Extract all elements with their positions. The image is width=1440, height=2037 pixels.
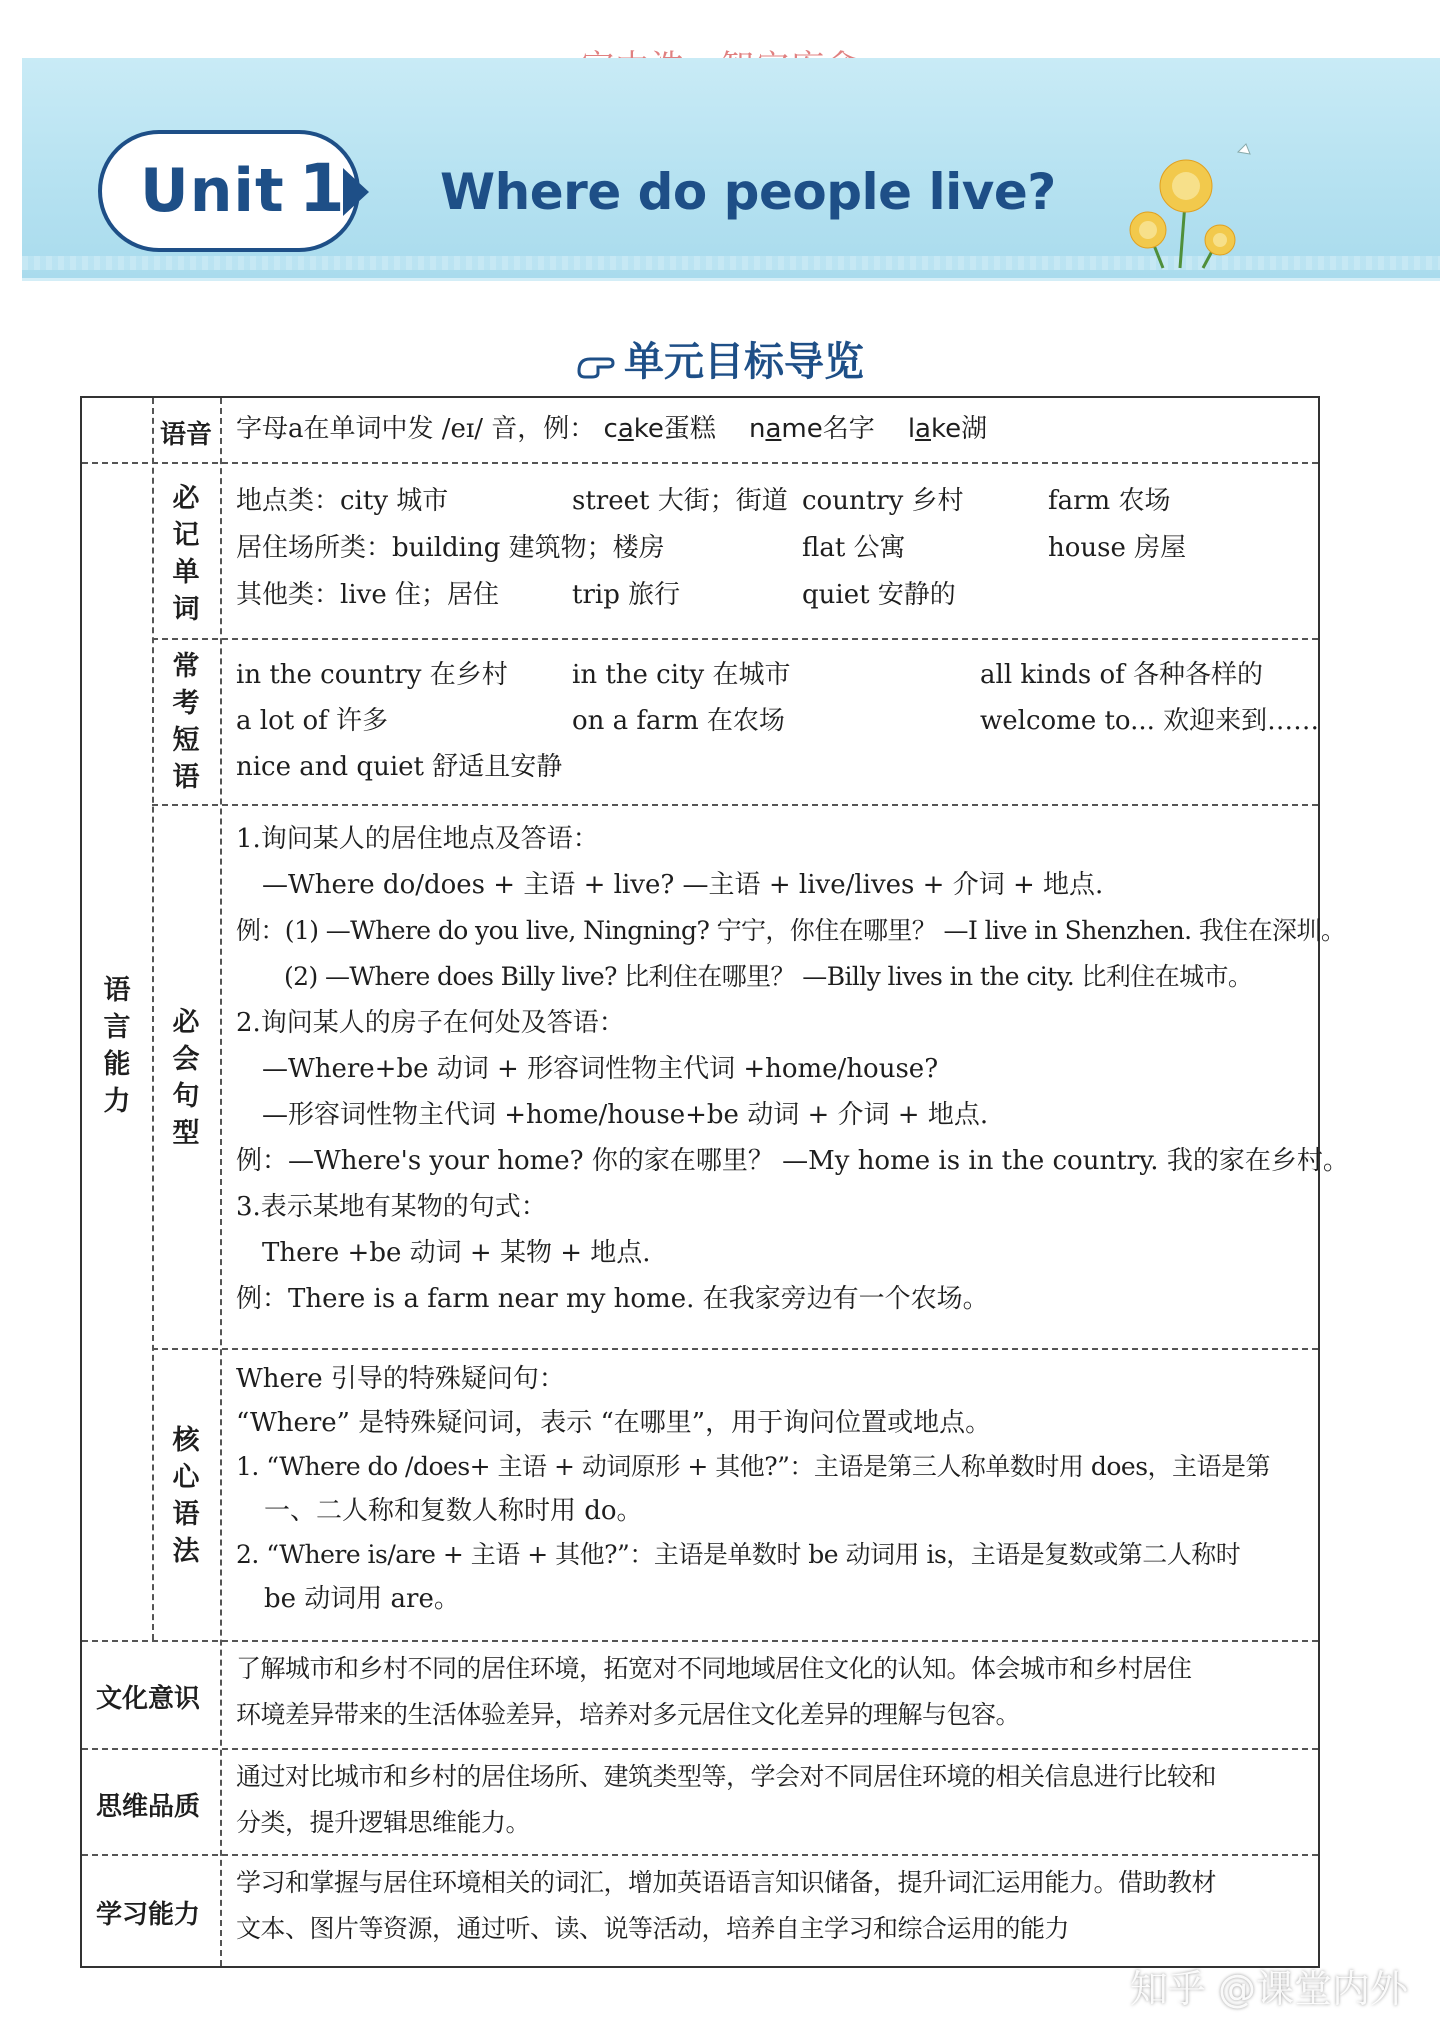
grammar-line: be 动词用 are。: [264, 1584, 460, 1614]
word-item: house 房屋: [1048, 533, 1187, 563]
culture-line: 环境差异带来的生活体验差异，培养对多元居住文化差异的理解与包容。: [236, 1700, 1021, 1729]
unit-label: [140, 150, 346, 227]
label-sentences: 必会句型: [172, 1007, 200, 1149]
culture-line: 了解城市和乡村不同的居住环境，拓宽对不同地域居住文化的认知。体会城市和乡村居住: [236, 1654, 1192, 1683]
divider: [82, 1854, 1318, 1856]
pronunciation-content: [236, 414, 987, 445]
word-item: street 大街；街道: [572, 486, 788, 516]
divider: [152, 1348, 1318, 1350]
section-title: [0, 330, 1440, 387]
sentence-line: (2) —Where does Billy live? 比利住在哪里？ —Billy lives in the city. 比利住在城市。: [284, 962, 1253, 991]
phrase-item: in the city 在城市: [572, 660, 791, 690]
sentence-line: 例：There is a farm near my home. 在我家旁边有一个农场。: [236, 1284, 989, 1314]
example-word: name: [748, 414, 823, 444]
example-meaning: 名字: [822, 414, 875, 444]
watermark-bottom: 知乎 @课堂内外: [1129, 1967, 1408, 2011]
sentence-line: 1.询问某人的居住地点及答语：: [236, 824, 599, 854]
label-words: 必记单词: [172, 483, 200, 625]
word-item: 居住场所类：building 建筑物；楼房: [236, 533, 665, 563]
pronunciation-prefix: 字母a在单词中发 /eɪ/ 音，例：: [236, 414, 596, 444]
section-title-text: 单元目标导览: [624, 339, 864, 385]
sentence-line: 例：—Where's your home? 你的家在哪里？ —My home is in the country. 我的家在乡村。: [236, 1146, 1349, 1176]
label-phrases: 常考短语: [172, 651, 200, 793]
example-meaning: 湖: [961, 414, 988, 444]
grammar-line: “Where” 是特殊疑问词，表示 “在哪里”，用于询问位置或地点。: [236, 1408, 992, 1438]
group-label-language: 语言能力: [103, 975, 131, 1117]
unit-number: 1: [298, 150, 346, 227]
example-word: lake: [907, 414, 962, 444]
divider: [152, 804, 1318, 806]
divider: [82, 1748, 1318, 1750]
divider: [220, 398, 222, 1966]
phrase-item: welcome to... 欢迎来到……: [980, 706, 1320, 736]
sentence-line: —形容词性物主代词 +home/house+be 动词 + 介词 + 地点.: [262, 1100, 989, 1130]
grammar-line: Where 引导的特殊疑问句：: [236, 1364, 565, 1394]
unit-label-text: Unit: [140, 156, 285, 226]
thinking-line: 分类，提升逻辑思维能力。: [236, 1808, 531, 1837]
unit-badge-arrow: [343, 168, 369, 216]
divider: [82, 462, 1318, 464]
divider: [82, 1640, 1318, 1642]
label-grammar: 核心语法: [172, 1425, 200, 1567]
divider: [152, 398, 154, 1640]
sentence-line: —Where+be 动词 + 形容词性物主代词 +home/house?: [262, 1054, 939, 1084]
example-meaning: 蛋糕: [663, 414, 716, 444]
phrase-item: in the country 在乡村: [236, 660, 508, 690]
learning-line: 学习和掌握与居住环境相关的词汇，增加英语语言知识储备，提升词汇运用能力。借助教材: [236, 1868, 1217, 1897]
label-thinking: 思维品质: [96, 1792, 201, 1822]
phrase-item: a lot of 许多: [236, 706, 388, 736]
word-item: 其他类：live 住；居住: [236, 580, 499, 610]
flowers-illustration: [1108, 130, 1258, 270]
phrase-item: all kinds of 各种各样的: [980, 660, 1264, 690]
word-item: trip 旅行: [572, 580, 681, 610]
grammar-line: 2. “Where is/are + 主语 + 其他?”：主语是单数时 be 动词用 is，主语是复数或第二人称时: [236, 1540, 1241, 1569]
phrase-item: nice and quiet 舒适且安静: [236, 752, 563, 782]
divider: [152, 638, 1318, 640]
unit-title: Where do people live?: [440, 163, 1056, 221]
goal-table: [80, 396, 1349, 1968]
sentence-line: 2.询问某人的房子在何处及答语：: [236, 1008, 625, 1038]
word-item: 地点类：city 城市: [236, 486, 449, 516]
label-pronunciation: 语音: [160, 420, 213, 450]
word-item: quiet 安静的: [802, 580, 956, 610]
grammar-line: 1. “Where do /does+ 主语 + 动词原形 + 其他?”：主语是第三人称单数时用 does，主语是第: [236, 1452, 1271, 1481]
word-item: country 乡村: [802, 486, 964, 516]
label-culture: 文化意识: [96, 1684, 201, 1714]
sentence-line: 3.表示某地有某物的句式：: [236, 1192, 547, 1222]
phrase-item: on a farm 在农场: [572, 706, 785, 736]
pointing-hand-icon: [576, 349, 616, 379]
thinking-line: 通过对比城市和乡村的居住场所、建筑类型等，学会对不同居住环境的相关信息进行比较和: [236, 1762, 1217, 1791]
example-word: cake: [603, 414, 664, 444]
word-item: flat 公寓: [802, 533, 906, 563]
learning-line: 文本、图片等资源，通过听、读、说等活动，培养自主学习和综合运用的能力: [236, 1914, 1070, 1943]
label-learning: 学习能力: [96, 1900, 201, 1930]
grammar-line: 一、二人称和复数人称时用 do。: [264, 1496, 643, 1526]
sentence-line: There +be 动词 + 某物 + 地点.: [262, 1238, 651, 1268]
sentence-line: —Where do/does + 主语 + live? —主语 + live/lives + 介词 + 地点.: [262, 870, 1104, 900]
word-item: farm 农场: [1048, 486, 1171, 516]
sentence-line: 例：(1) —Where do you live, Ningning? 宁宁，你住在哪里？ —I live in Shenzhen. 我住在深圳。: [236, 916, 1346, 945]
